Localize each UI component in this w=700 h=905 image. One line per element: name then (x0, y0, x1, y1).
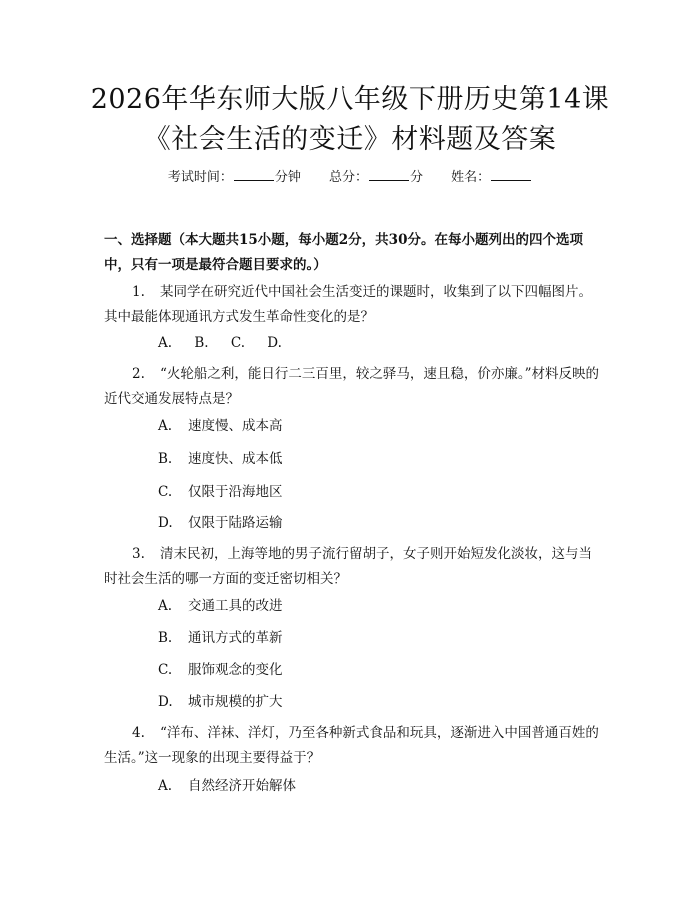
question-number: 3. (132, 546, 145, 562)
option-d[interactable]: D. (267, 335, 282, 351)
exam-time-blank (234, 167, 274, 181)
question-1 (104, 280, 604, 330)
exam-info (0, 167, 700, 188)
option-letter: B. (158, 451, 173, 467)
option-text: 速度快、成本低 (188, 451, 283, 467)
option-a[interactable] (158, 776, 296, 796)
exam-time-field (168, 167, 301, 188)
option-a[interactable] (158, 596, 283, 616)
total-score-label: 总分： (328, 170, 368, 185)
option-letter: B. (158, 630, 173, 646)
option-b[interactable] (158, 449, 283, 469)
option-text: 服饰观念的变化 (188, 662, 283, 678)
option-text: 交通工具的改进 (188, 598, 283, 614)
option-a[interactable] (158, 416, 283, 436)
option-text: 仅限于陆路运输 (188, 515, 283, 531)
option-letter: A. (158, 778, 173, 794)
question-3 (104, 542, 604, 592)
exam-time-unit: 分钟 (274, 170, 301, 185)
option-a[interactable]: A. (158, 335, 173, 351)
option-letter: C. (158, 662, 173, 678)
question-4 (104, 721, 604, 771)
section-heading: 一、选择题（本大题共15小题，每小题2分，共30分。在每小题列出的四个选项中，只有一项是最符合题目要求的。） (104, 232, 583, 273)
name-blank (491, 167, 531, 181)
exam-time-label: 考试时间： (167, 170, 233, 185)
option-d[interactable] (158, 692, 283, 712)
option-text: 通讯方式的革新 (188, 630, 283, 646)
question-stem: “火轮船之利，能日行二三百里，较之驿马，速且稳，价亦廉。”材料反映的近代交通发展特点是？ (104, 366, 600, 407)
option-text: 仅限于沿海地区 (188, 484, 283, 500)
option-c[interactable] (158, 482, 283, 502)
option-c[interactable]: C. (230, 335, 245, 351)
total-score-field (329, 167, 423, 188)
question-stem: “洋布、洋袜、洋灯，乃至各种新式食品和玩具，逐渐进入中国普通百姓的生活。”这一现象的出现主要得益于？ (104, 725, 599, 766)
title-line-2: 《社会生活的变迁》材料题及答案 (143, 124, 557, 155)
option-c[interactable] (158, 660, 283, 680)
total-score-unit: 分 (410, 170, 424, 185)
option-letter: D. (158, 515, 173, 531)
question-stem: 清末民初，上海等地的男子流行留胡子，女子则开始短发化淡妆，这与当时社会生活的哪一方面的变迁密切相关？ (104, 546, 592, 587)
name-field (451, 167, 532, 188)
option-text: 自然经济开始解体 (188, 778, 296, 794)
option-text: 速度慢、成本高 (188, 418, 283, 434)
question-2 (104, 362, 604, 412)
option-letter: D. (158, 694, 173, 710)
title-line-1: 2026年华东师大版八年级下册历史第14课 (90, 84, 610, 115)
option-b[interactable] (158, 628, 283, 648)
total-score-blank (369, 167, 409, 181)
option-letter: C. (158, 484, 173, 500)
question-stem: 某同学在研究近代中国社会生活变迁的课题时，收集到了以下四幅图片。其中最能体现通讯方式发生革命性变化的是？ (104, 284, 592, 325)
question-number: 4. (132, 725, 145, 741)
option-letter: A. (158, 418, 173, 434)
question-number: 2. (132, 366, 145, 382)
question-number: 1. (132, 284, 145, 300)
option-text: 城市规模的扩大 (188, 694, 283, 710)
name-label: 姓名： (451, 170, 491, 185)
option-letter: A. (158, 598, 173, 614)
option-b[interactable]: B. (194, 335, 209, 351)
option-d[interactable] (158, 513, 283, 533)
question-1-options (158, 333, 300, 353)
